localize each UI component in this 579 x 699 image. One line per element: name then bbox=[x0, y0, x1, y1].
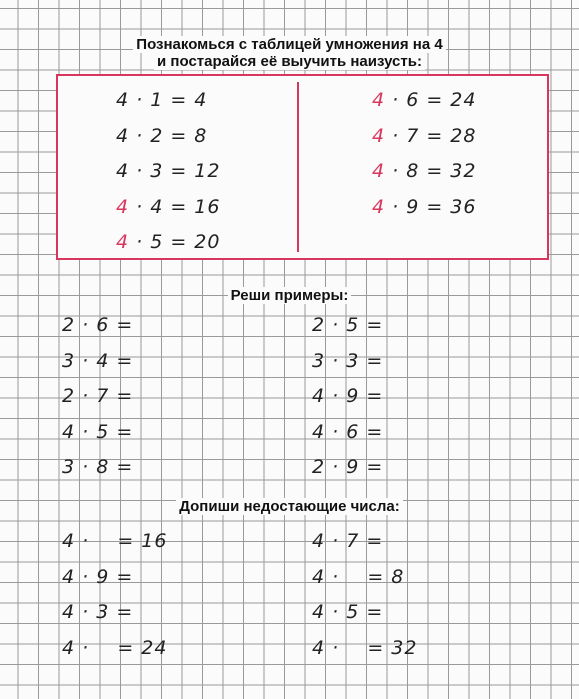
task2-right-example-4: 4 · = 32 bbox=[312, 636, 418, 659]
factor: 4 bbox=[372, 195, 386, 218]
task1-left-example-3: 2 · 7 = bbox=[62, 385, 134, 407]
factor: 4 bbox=[372, 89, 386, 111]
task1-left-example-1: 2 · 6 = bbox=[62, 314, 134, 336]
table-left-row-3 bbox=[116, 160, 220, 182]
task2-heading bbox=[0, 498, 579, 515]
table-divider bbox=[297, 82, 299, 252]
task2-left-example-2: 4 · 9 = bbox=[62, 565, 134, 588]
task1-left-example-4: 4 · 5 = bbox=[62, 420, 134, 443]
expression: · 1 = 4 bbox=[129, 89, 208, 111]
expression: · 2 = 8 bbox=[129, 124, 208, 147]
task1-left-example-2: 3 · 4 = bbox=[62, 349, 134, 372]
factor: 4 bbox=[372, 124, 386, 147]
intro-heading bbox=[0, 36, 579, 70]
task1-right-example-1: 2 · 5 = bbox=[312, 314, 384, 336]
table-left-row-4 bbox=[116, 196, 220, 218]
expression: · 4 = 16 bbox=[129, 195, 221, 218]
table-left-row-1 bbox=[116, 89, 207, 111]
task1-right-example-5: 2 · 9 = bbox=[312, 456, 384, 478]
task1-right-example-3: 4 · 9 = bbox=[312, 385, 384, 407]
task1-title: Реши примеры: bbox=[228, 287, 352, 304]
expression: · 6 = 24 bbox=[385, 89, 477, 111]
table-left-row-5 bbox=[116, 231, 220, 253]
expression: · 9 = 36 bbox=[385, 195, 477, 218]
task2-right-example-1: 4 · 7 = bbox=[312, 530, 384, 552]
task2-left-example-3: 4 · 3 = bbox=[62, 601, 134, 623]
factor: 4 bbox=[116, 195, 130, 218]
expression: · 5 = 20 bbox=[129, 231, 221, 253]
task2-left-example-1: 4 · = 16 bbox=[62, 530, 168, 552]
expression: · 7 = 28 bbox=[385, 124, 477, 147]
task2-right-example-2: 4 · = 8 bbox=[312, 565, 405, 588]
task1-heading bbox=[0, 287, 579, 304]
task2-left-example-4: 4 · = 24 bbox=[62, 636, 168, 659]
factor: 4 bbox=[116, 160, 130, 182]
intro-line-1: Познакомься с таблицей умножения на 4 bbox=[133, 36, 445, 53]
factor: 4 bbox=[372, 160, 386, 182]
table-right-row-1 bbox=[372, 89, 476, 111]
task1-right-example-4: 4 · 6 = bbox=[312, 420, 384, 443]
table-left-row-2 bbox=[116, 125, 207, 147]
factor: 4 bbox=[116, 89, 130, 111]
task2-right-example-3: 4 · 5 = bbox=[312, 601, 384, 623]
table-right-row-2 bbox=[372, 125, 476, 147]
expression: · 8 = 32 bbox=[385, 160, 477, 182]
table-right-row-3 bbox=[372, 160, 476, 182]
task1-left-example-5: 3 · 8 = bbox=[62, 456, 134, 478]
expression: · 3 = 12 bbox=[129, 160, 221, 182]
factor: 4 bbox=[116, 231, 130, 253]
factor: 4 bbox=[116, 124, 130, 147]
task2-title: Допиши недостающие числа: bbox=[176, 498, 402, 515]
table-right-row-4 bbox=[372, 196, 476, 218]
task1-right-example-2: 3 · 3 = bbox=[312, 349, 384, 372]
intro-line-2: и постарайся её выучить наизусть: bbox=[154, 53, 425, 70]
